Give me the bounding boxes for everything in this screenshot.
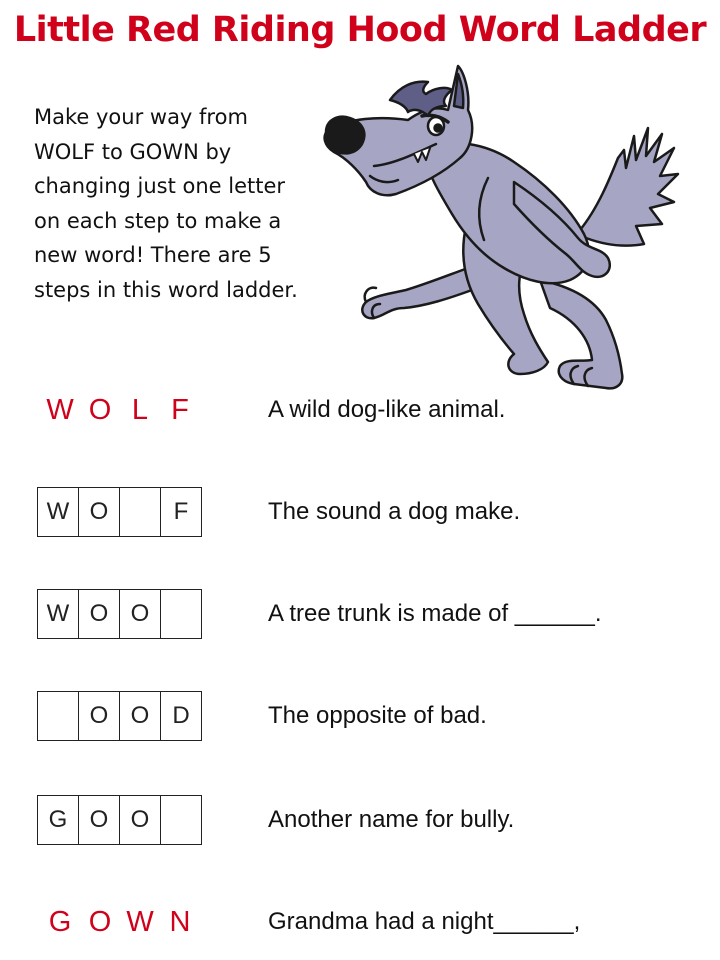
letter-box[interactable] [160, 590, 201, 638]
start-letter: L [131, 393, 149, 426]
worksheet-title: Little Red Riding Hood Word Ladder [13, 10, 707, 50]
letter-box[interactable] [119, 488, 160, 536]
ladder-step-row [0, 588, 720, 640]
ladder-step-row [0, 486, 720, 538]
letter-box[interactable]: O [78, 796, 119, 844]
end-clue: Grandma had a night______, [268, 908, 581, 935]
start-letter: W [46, 393, 74, 426]
ladder-start-row [0, 384, 720, 436]
instructions-text: Make your way from WOLF to GOWN by changing just one letter on each step to make a new word! There are 5 steps in this word ladder. [34, 105, 298, 302]
ladder-end-row [0, 896, 720, 948]
letter-box[interactable] [160, 796, 201, 844]
start-letter: O [88, 393, 112, 426]
end-letter: W [126, 905, 154, 938]
letter-boxes [37, 487, 202, 537]
letter-box[interactable]: W [46, 600, 70, 627]
letter-box[interactable]: O [78, 590, 119, 638]
letter-boxes [37, 795, 202, 845]
start-letter: F [171, 393, 189, 426]
letter-boxes [37, 691, 202, 741]
ladder-step-row [0, 690, 720, 742]
letter-box[interactable]: D [160, 692, 201, 740]
letter-box[interactable] [38, 692, 78, 740]
letter-box[interactable]: O [78, 692, 119, 740]
letter-box[interactable]: O [119, 590, 160, 638]
letter-box[interactable]: O [78, 488, 119, 536]
letter-box[interactable]: O [119, 796, 160, 844]
cartoon-wolf-icon [318, 58, 698, 398]
letter-boxes [37, 589, 202, 639]
letter-box[interactable]: G [48, 806, 68, 833]
step-clue: Another name for bully. [268, 806, 515, 833]
end-letter: O [88, 905, 112, 938]
end-letter: N [169, 905, 191, 938]
start-word [40, 384, 200, 436]
step-clue: A tree trunk is made of ______. [268, 600, 602, 627]
end-word [40, 896, 200, 948]
letter-box[interactable]: O [119, 692, 160, 740]
end-letter: G [48, 905, 72, 938]
step-clue: The sound a dog make. [268, 498, 521, 525]
letter-box[interactable]: F [160, 488, 201, 536]
letter-box[interactable]: W [46, 498, 70, 525]
start-clue: A wild dog-like animal. [268, 396, 506, 423]
step-clue: The opposite of bad. [268, 702, 487, 729]
ladder-step-row [0, 794, 720, 846]
